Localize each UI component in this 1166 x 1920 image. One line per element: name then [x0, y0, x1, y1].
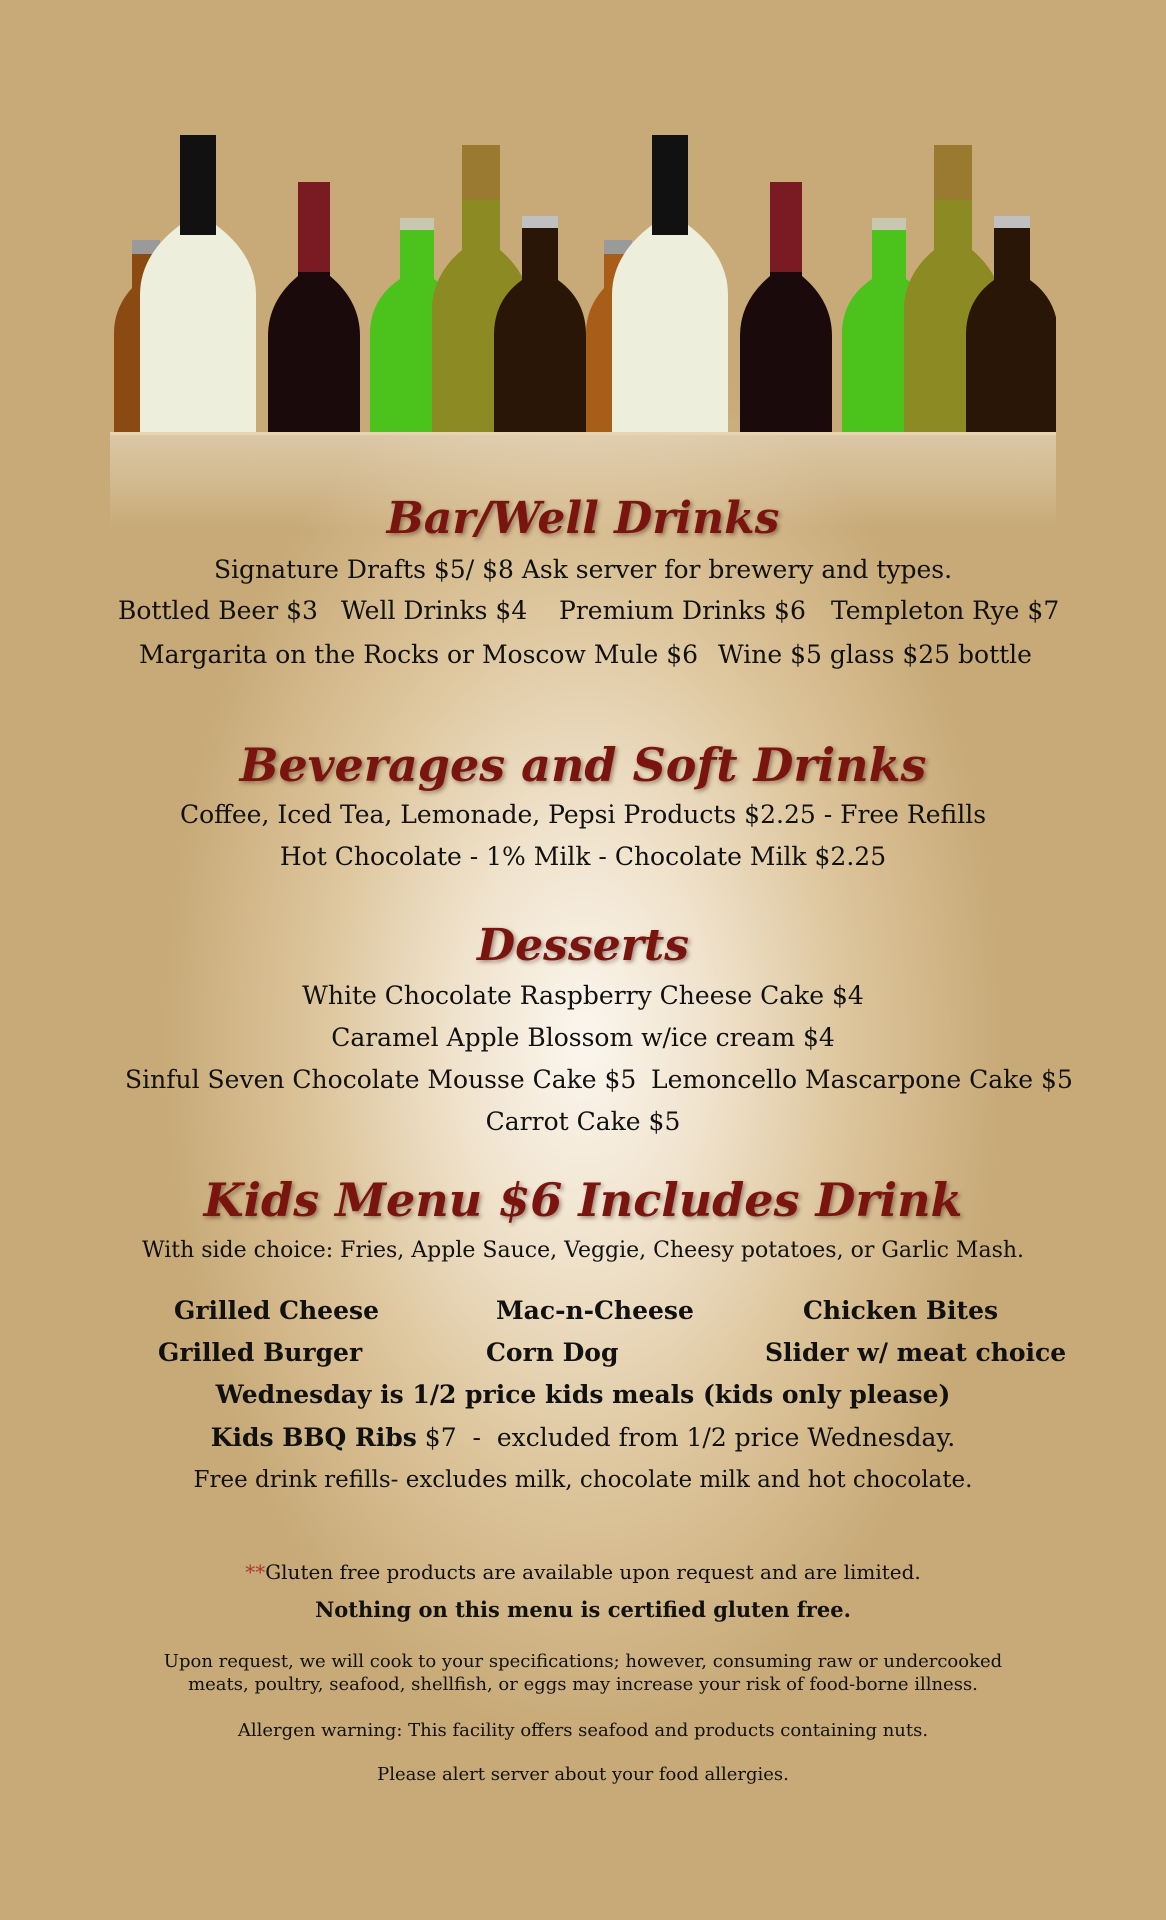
dessert-cheesecake: White Chocolate Raspberry Cheese Cake $4 [302, 981, 864, 1010]
beverages-heading: Beverages and Soft Drinks [239, 738, 927, 792]
gluten-free-text: Gluten free products are available upon request and are limited. [265, 1560, 921, 1584]
raw-food-warning-1: Upon request, we will cook to your specifications; however, consuming raw or undercooked [163, 1651, 1003, 1672]
bottled-beer-item: Bottled Beer $3 [118, 596, 318, 625]
bar-drinks-heading: Bar/Well Drinks [386, 493, 780, 544]
beverages-line-2: Hot Chocolate - 1% Milk - Chocolate Milk $2.25 [279, 842, 887, 871]
premium-drinks-item: Premium Drinks $6 [559, 596, 806, 625]
kids-bbq-ribs-detail: $7 - excluded from 1/2 price Wednesday. [416, 1423, 956, 1452]
kids-bbq-ribs-name: Kids BBQ Ribs [210, 1423, 417, 1452]
not-certified-note: Nothing on this menu is certified gluten free. [315, 1597, 851, 1622]
desserts-heading: Desserts [477, 920, 689, 971]
templeton-rye-item: Templeton Rye $7 [831, 596, 1060, 625]
beverages-line-1: Coffee, Iced Tea, Lemonade, Pepsi Products $2.25 - Free Refills [179, 800, 987, 829]
allergy-alert: Please alert server about your food allergies. [377, 1764, 789, 1785]
asterisks: ** [245, 1560, 266, 1584]
kids-item-grilled-cheese: Grilled Cheese [174, 1296, 379, 1325]
kids-item-chicken-bites: Chicken Bites [803, 1296, 999, 1325]
raw-food-warning-2: meats, poultry, seafood, shellfish, or eggs may increase your risk of food-borne illness. [188, 1674, 978, 1695]
kids-bbq-ribs-line [0, 1423, 1166, 1452]
kids-item-slider: Slider w/ meat choice [765, 1338, 1067, 1367]
margarita-item: Margarita on the Rocks or Moscow Mule $6 [139, 640, 699, 669]
wednesday-special: Wednesday is 1/2 price kids meals (kids only please) [215, 1380, 951, 1409]
kids-item-mac-n-cheese: Mac-n-Cheese [496, 1296, 694, 1325]
kids-menu-heading: Kids Menu $6 Includes Drink [203, 1173, 963, 1227]
dessert-apple-blossom: Caramel Apple Blossom w/ice cream $4 [331, 1023, 835, 1052]
signature-drafts-line: Signature Drafts $5/ $8 Ask server for brewery and types. [213, 555, 953, 584]
dessert-sinful-seven: Sinful Seven Chocolate Mousse Cake $5 [125, 1065, 637, 1094]
dessert-lemoncello: Lemoncello Mascarpone Cake $5 [651, 1065, 1073, 1094]
kids-side-choice: With side choice: Fries, Apple Sauce, Veggie, Cheesy potatoes, or Garlic Mash. [141, 1238, 1025, 1263]
well-drinks-item: Well Drinks $4 [341, 596, 528, 625]
gluten-free-note [0, 1560, 1166, 1584]
free-refills-note: Free drink refills- excludes milk, chocolate milk and hot chocolate. [193, 1467, 973, 1493]
wine-bottles-banner-image [110, 120, 1056, 540]
allergen-warning: Allergen warning: This facility offers seafood and products containing nuts. [237, 1720, 929, 1741]
dessert-carrot-cake: Carrot Cake $5 [485, 1107, 681, 1136]
kids-item-grilled-burger: Grilled Burger [158, 1338, 363, 1367]
kids-item-corn-dog: Corn Dog [486, 1338, 619, 1367]
wine-item: Wine $5 glass $25 bottle [718, 640, 1032, 669]
